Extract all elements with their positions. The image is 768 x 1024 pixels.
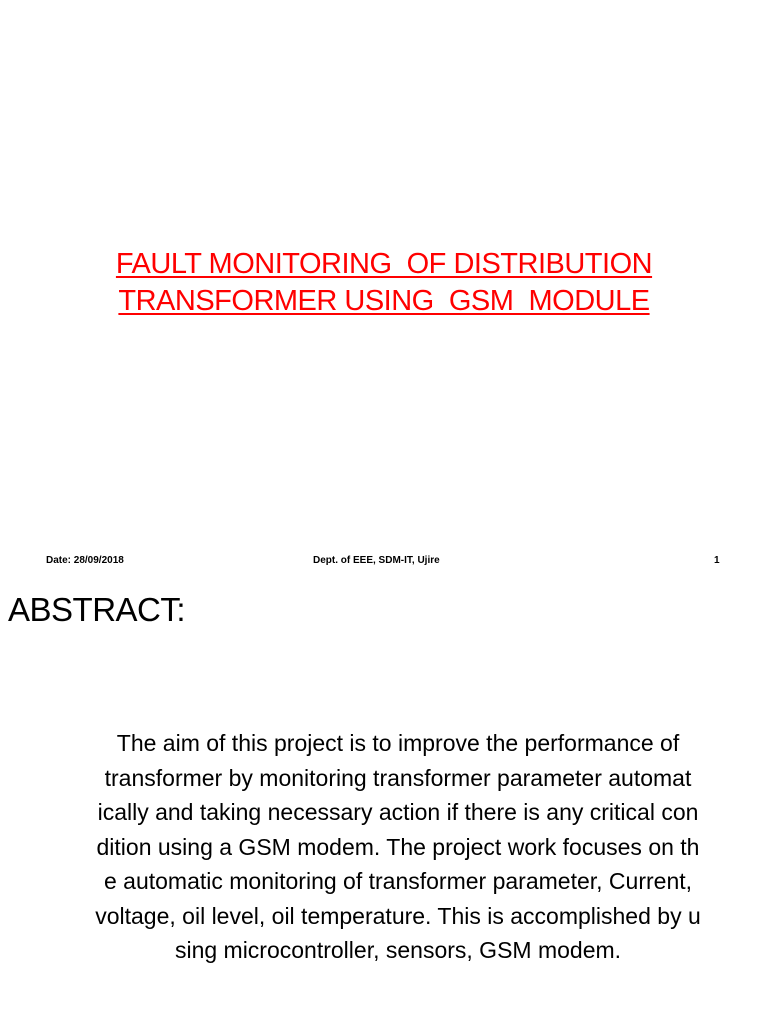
abstract-heading: ABSTRACT: (8, 591, 186, 628)
abstract-line-4: dition using a GSM modem. The project work focuses on th (96, 833, 700, 860)
abstract-body (20, 726, 768, 968)
title-line-2: TRANSFORMER USING GSM MODULE (118, 285, 650, 317)
abstract-line-6: voltage, oil level, oil temperature. This is accomplished by u (95, 902, 701, 929)
abstract-line-7: sing microcontroller, sensors, GSM modem. (174, 937, 622, 963)
abstract-line-1: The aim of this project is to improve the performance of (116, 730, 680, 756)
abstract-line-3: ically and taking necessary action if there is any critical con (97, 799, 699, 825)
footer-date: Date: 28/09/2018 (46, 555, 124, 566)
footer-department: Dept. of EEE, SDM-IT, Ujire (313, 555, 440, 566)
abstract-line-5: e automatic monitoring of transformer parameter, Current, (103, 868, 693, 894)
footer-page-number: 1 (714, 555, 720, 566)
abstract-line-2: transformer by monitoring transformer parameter automat (104, 764, 692, 791)
abstract-slide (0, 580, 768, 1024)
title-line-1: FAULT MONITORING OF DISTRIBUTION (115, 248, 653, 280)
presentation-title (0, 246, 768, 320)
